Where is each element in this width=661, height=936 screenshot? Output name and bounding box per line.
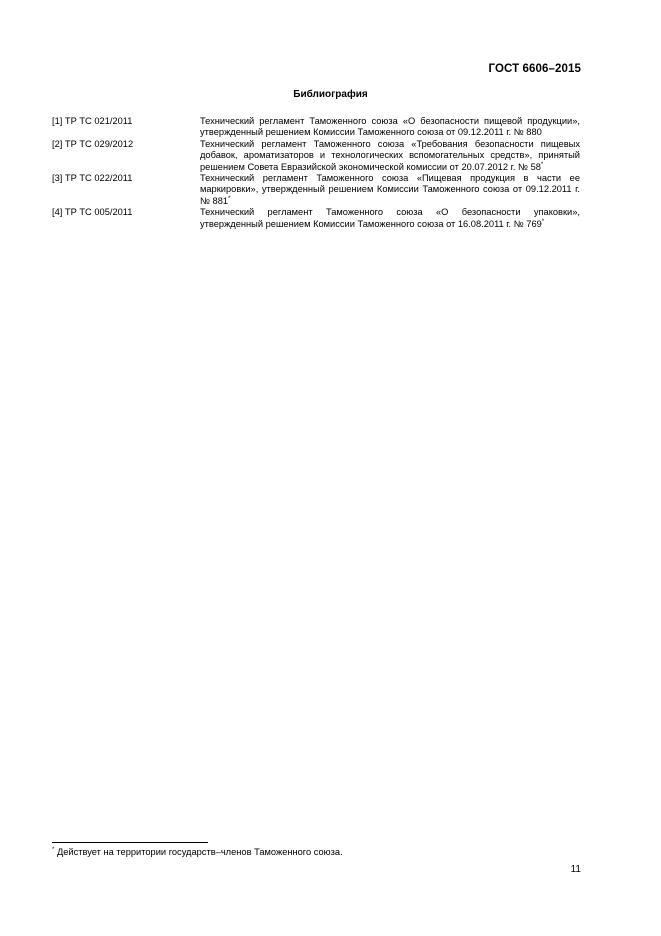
bibliography-entry (52, 139, 580, 173)
footnote-text: Действует на территории государств–членов Таможенного союза. (56, 847, 343, 857)
entry-text: Технический регламент Таможенного союза «О безопасности пищевой продукции», утвержденный решением Комиссии Таможенного союза от 09.12.2011 г. № 880 (200, 116, 580, 138)
entry-description (200, 116, 580, 139)
entry-reference: [2] ТР ТС 029/2012 (52, 138, 134, 149)
footnote-marker: * (228, 195, 231, 202)
bibliography-entry (52, 173, 580, 207)
entry-text: Технический регламент Таможенного союза «Требования безопасности пищевых добавок, ароматизаторов и технологических вспомогательных средств», принятый решением Совета Евразийской экономической комиссии от 20.07.2012 г. № 58 (200, 138, 580, 172)
footnote-marker: * (541, 218, 545, 225)
bibliography-entry (52, 207, 580, 230)
entry-description (200, 139, 580, 173)
bibliography-entry (52, 116, 580, 139)
document-code-header: ГОСТ 6606–2015 (488, 63, 581, 75)
page-number: 11 (570, 864, 581, 875)
entry-text: Технический регламент Таможенного союза «Пищевая продукция в части ее маркировки», утвержденный решением Комиссии Таможенного союза от 09.12.2011 г. № 881 (200, 173, 580, 206)
entry-description (200, 173, 580, 207)
bibliography-title: Библиография (293, 89, 368, 100)
entry-reference: [3] ТР ТС 022/2011 (52, 173, 133, 184)
footnote-marker: * (540, 161, 544, 168)
entry-reference: [1] ТР ТС 021/2011 (52, 116, 133, 126)
bibliography-list (52, 116, 580, 230)
entry-reference: [4] ТР ТС 005/2011 (52, 207, 133, 218)
entry-text: Технический регламент Таможенного союза «О безопасности упаковки», утвержденный решением Комиссии Таможенного союза от 16.08.2011 г. № 769 (200, 207, 580, 229)
footnote-marker: * (52, 846, 55, 853)
footnote (52, 847, 343, 858)
footnote-separator (52, 842, 208, 843)
entry-description (200, 207, 580, 230)
